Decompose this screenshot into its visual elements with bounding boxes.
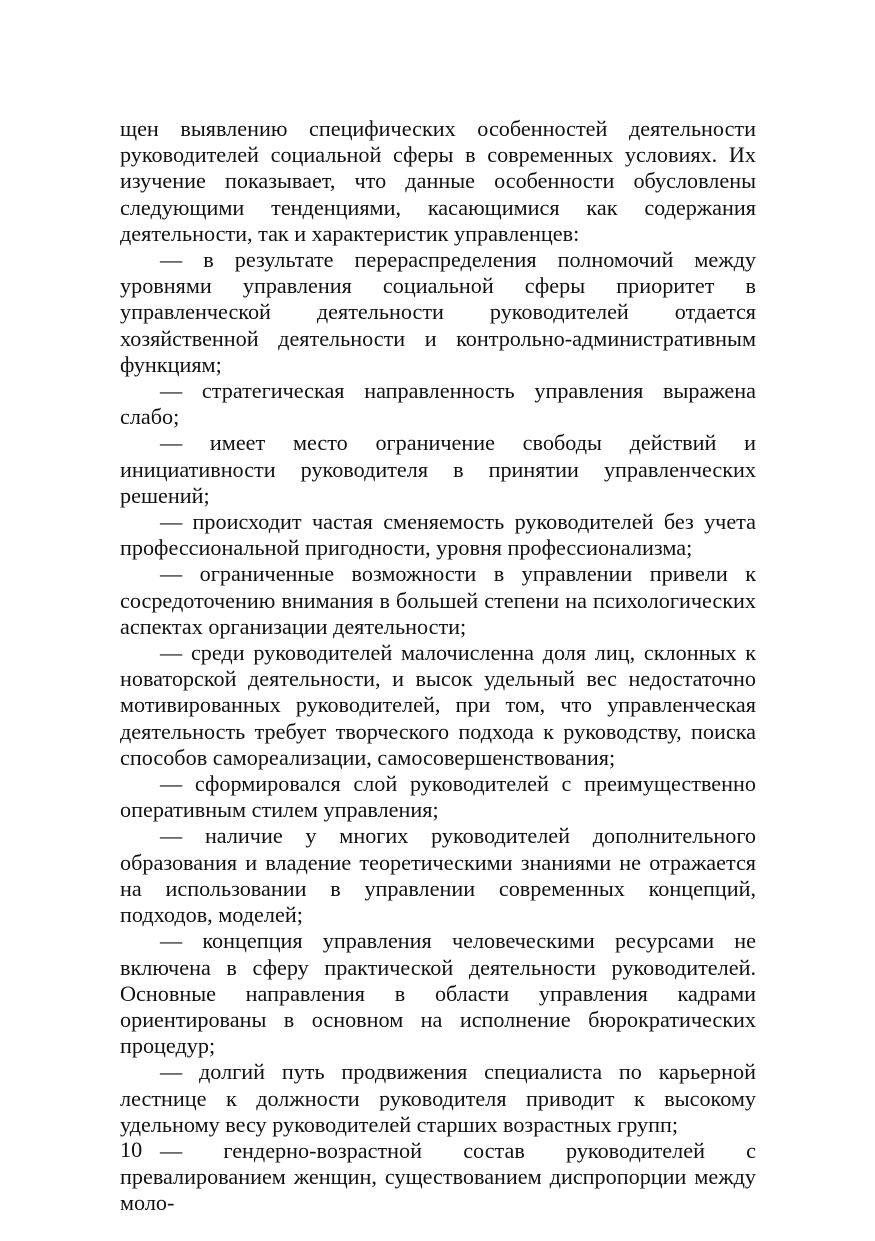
list-item-gender-age: — гендерно-возрастной состав руководителей с превалированием женщин, существованием диспропорции между моло- — [120, 1137, 756, 1216]
list-item-innovation: — среди руководителей малочисленна доля лиц, склонных к новаторской деятельности, и высок удельный вес недостаточно мотивированных руководителей, при том, что управленческая деятельность требует творческого подхода к руководству, поиска способов самореализации, самосовершенствования; — [120, 640, 756, 770]
list-item-operational-style: — сформировался слой руководителей с преимущественно оперативным стилем управления; — [120, 771, 756, 823]
list-item-career-path: — долгий путь продвижения специалиста по карьерной лестнице к должности руководителя приводит к высокому удельному весу руководителей старших возрастных групп; — [120, 1059, 756, 1137]
list-item-strategy: — стратегическая направленность управления выражена слабо; — [120, 378, 756, 430]
list-item-redistribution: — в результате перераспределения полномочий между уровнями управления социальной сферы приоритет в управленческой деятельности руководителей отдается хозяйственной деятельности и контрольно-административным функциям; — [120, 247, 756, 377]
list-item-psychological-focus: — ограниченные возможности в управлении привели к сосредоточению внимания в большей степени на психологических аспектах организации деятельности; — [120, 561, 756, 639]
list-item-education: — наличие у многих руководителей дополнительного образования и владение теоретическими знаниями не отражается на использовании в управлении современных концепций, подходов, моделей; — [120, 823, 756, 928]
list-item-turnover: — происходит частая сменяемость руководителей без учета профессиональной пригодности, уровня профессионализма; — [120, 509, 756, 561]
list-item-hr-concept: — концепция управления человеческими ресурсами не включена в сферу практической деятельности руководителей. Основные направления в области управления кадрами ориентированы в основном на исполнение бюрократических процедур; — [120, 928, 756, 1059]
page-body-text — [120, 116, 756, 1217]
page-number: 10 — [120, 1137, 143, 1162]
paragraph-intro: щен выявлению специфических особенностей деятельности руководителей социальной сферы в современных условиях. Их изучение показывает, что данные особенности обусловлены следующими тенденциями, касающимися как содержания деятельности, так и характеристик управленцев: — [120, 116, 756, 246]
list-item-freedom-limits: — имеет место ограничение свободы действий и инициативности руководителя в принятии управленческих решений; — [120, 430, 756, 508]
